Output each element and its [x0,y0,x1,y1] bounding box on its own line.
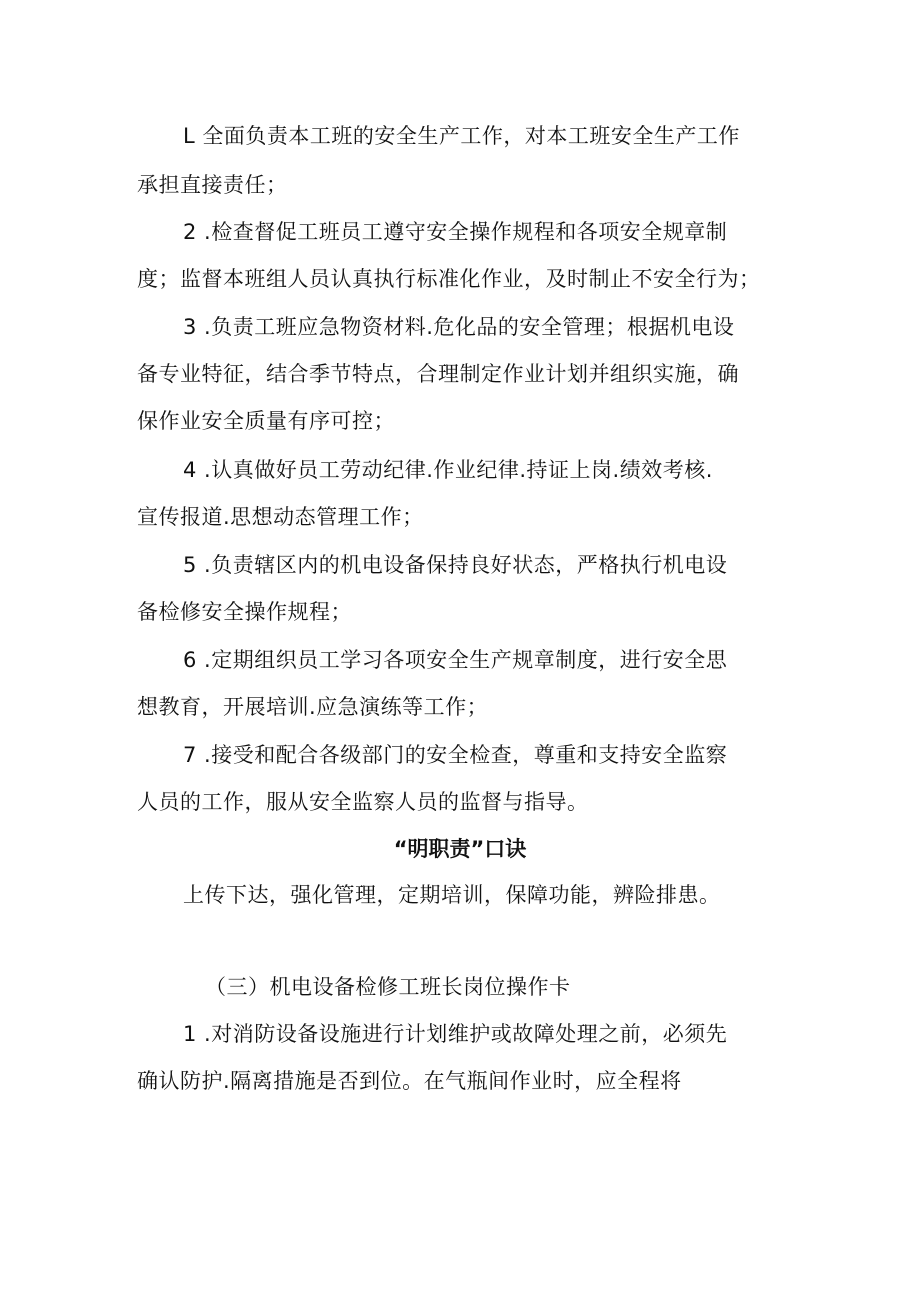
item-1-line-2: 承担直接责任； [137,173,288,197]
item-4-line-2: 宣传报道.思想动态管理工作； [137,505,424,529]
item-6-line-1: 6 .定期组织员工学习各项安全生产规章制度，进行安全思 [183,648,728,672]
motto-title: “明职责”口诀 [393,837,527,861]
item-6-line-2: 想教育，开展培训.应急演练等工作； [137,695,489,719]
item-4-line-1: 4 .认真做好员工劳动纪律.作业纪律.持证上岗.绩效考核. [183,458,713,482]
section-3-title: （三）机电设备检修工班长岗位操作卡 [205,975,571,999]
item-3-line-1: 3 .负责工班应急物资材料.危化品的安全管理；根据机电设 [183,315,735,339]
item-5-line-2: 备检修安全操作规程； [137,600,352,624]
item-2-line-2: 度；监督本班组人员认真执行标准化作业，及时制止不安全行为； [137,267,761,291]
motto-text: 上传下达，强化管理，定期培训，保障功能，辨险排患。 [183,883,721,907]
section-3-item-1-line-1: 1 .对消防设备设施进行计划维护或故障处理之前，必须先 [183,1022,728,1046]
item-3-line-3: 保作业安全质量有序可控； [137,409,395,433]
item-3-line-2: 备专业特征，结合季节特点，合理制定作业计划并组织实施，确 [137,362,739,386]
section-3-item-1-line-2: 确认防护.隔离措施是否到位。在气瓶间作业时，应全程将 [137,1069,682,1093]
item-7-line-2: 人员的工作，服从安全监察人员的监督与指导。 [137,790,589,814]
item-1-line-1: L 全面负责本工班的安全生产工作，对本工班安全生产工作 [183,124,740,148]
item-2-line-1: 2 .检查督促工班员工遵守安全操作规程和各项安全规章制 [183,220,728,244]
item-7-line-1: 7 .接受和配合各级部门的安全检查，尊重和支持安全监察 [183,743,728,767]
item-5-line-1: 5 .负责辖区内的机电设备保持良好状态，严格执行机电设 [183,553,728,577]
